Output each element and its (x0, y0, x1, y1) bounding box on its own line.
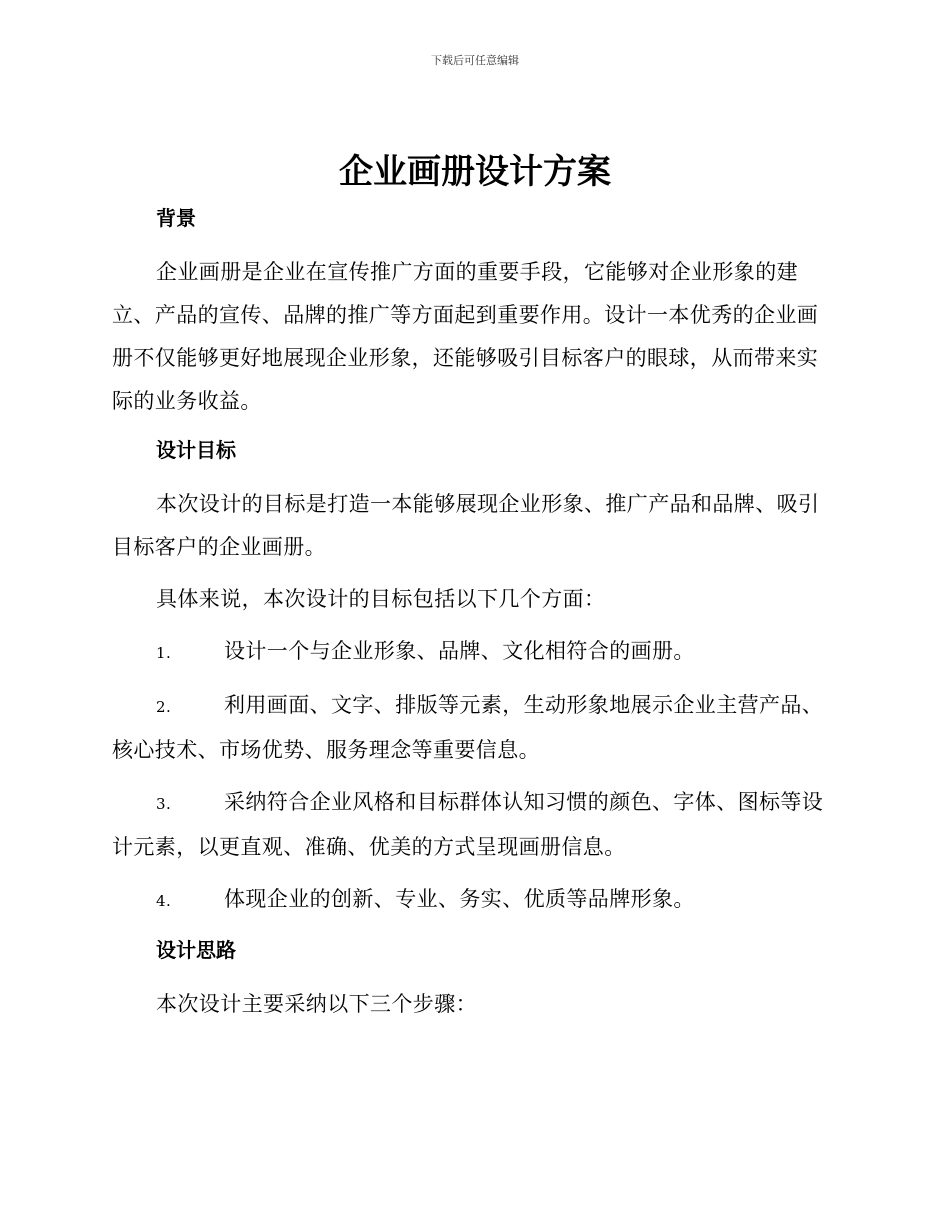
section-heading-design-goals: 设计目标 (156, 438, 236, 462)
page-header: 下载后可任意编辑 (431, 54, 519, 67)
section-heading-background: 背景 (156, 206, 196, 230)
list-item-text: 设计一个与企业形象、品牌、文化相符合的画册。 (224, 639, 695, 663)
list-item (112, 878, 832, 923)
list-item-text: 采纳符合企业风格和目标群体认知习惯的颜色、字体、图标等设计元素，以更直观、准确、优美的方式呈现画册信息。 (112, 790, 824, 859)
list-item-number: 2. (156, 698, 172, 716)
list-item-text: 体现企业的创新、专业、务实、优质等品牌形象。 (224, 887, 695, 911)
list-item-text: 利用画面、文字、排版等元素，生动形象地展示企业主营产品、核心技术、市场优势、服务理念等重要信息。 (112, 693, 824, 762)
document-body (112, 200, 832, 1035)
list-item-number: 1. (156, 644, 172, 662)
list-item (112, 684, 832, 772)
document-title: 企业画册设计方案 (339, 152, 611, 192)
list-item (112, 781, 832, 869)
paragraph: 本次设计的目标是打造一本能够展现企业形象、推广产品和品牌、吸引目标客户的企业画册。 (112, 492, 820, 559)
list-item-number: 4. (156, 892, 172, 910)
section-heading-design-approach: 设计思路 (156, 938, 236, 962)
list-item-number: 3. (156, 795, 172, 813)
paragraph: 企业画册是企业在宣传推广方面的重要手段，它能够对企业形象的建立、产品的宣传、品牌的推广等方面起到重要作用。设计一本优秀的企业画册不仅能够更好地展现企业形象，还能够吸引目标客户的眼球，从而带来实际的业务收益。 (112, 260, 819, 413)
paragraph: 具体来说，本次设计的目标包括以下几个方面： (156, 587, 606, 611)
list-item (112, 630, 832, 675)
paragraph: 本次设计主要采纳以下三个步骤： (156, 992, 477, 1016)
